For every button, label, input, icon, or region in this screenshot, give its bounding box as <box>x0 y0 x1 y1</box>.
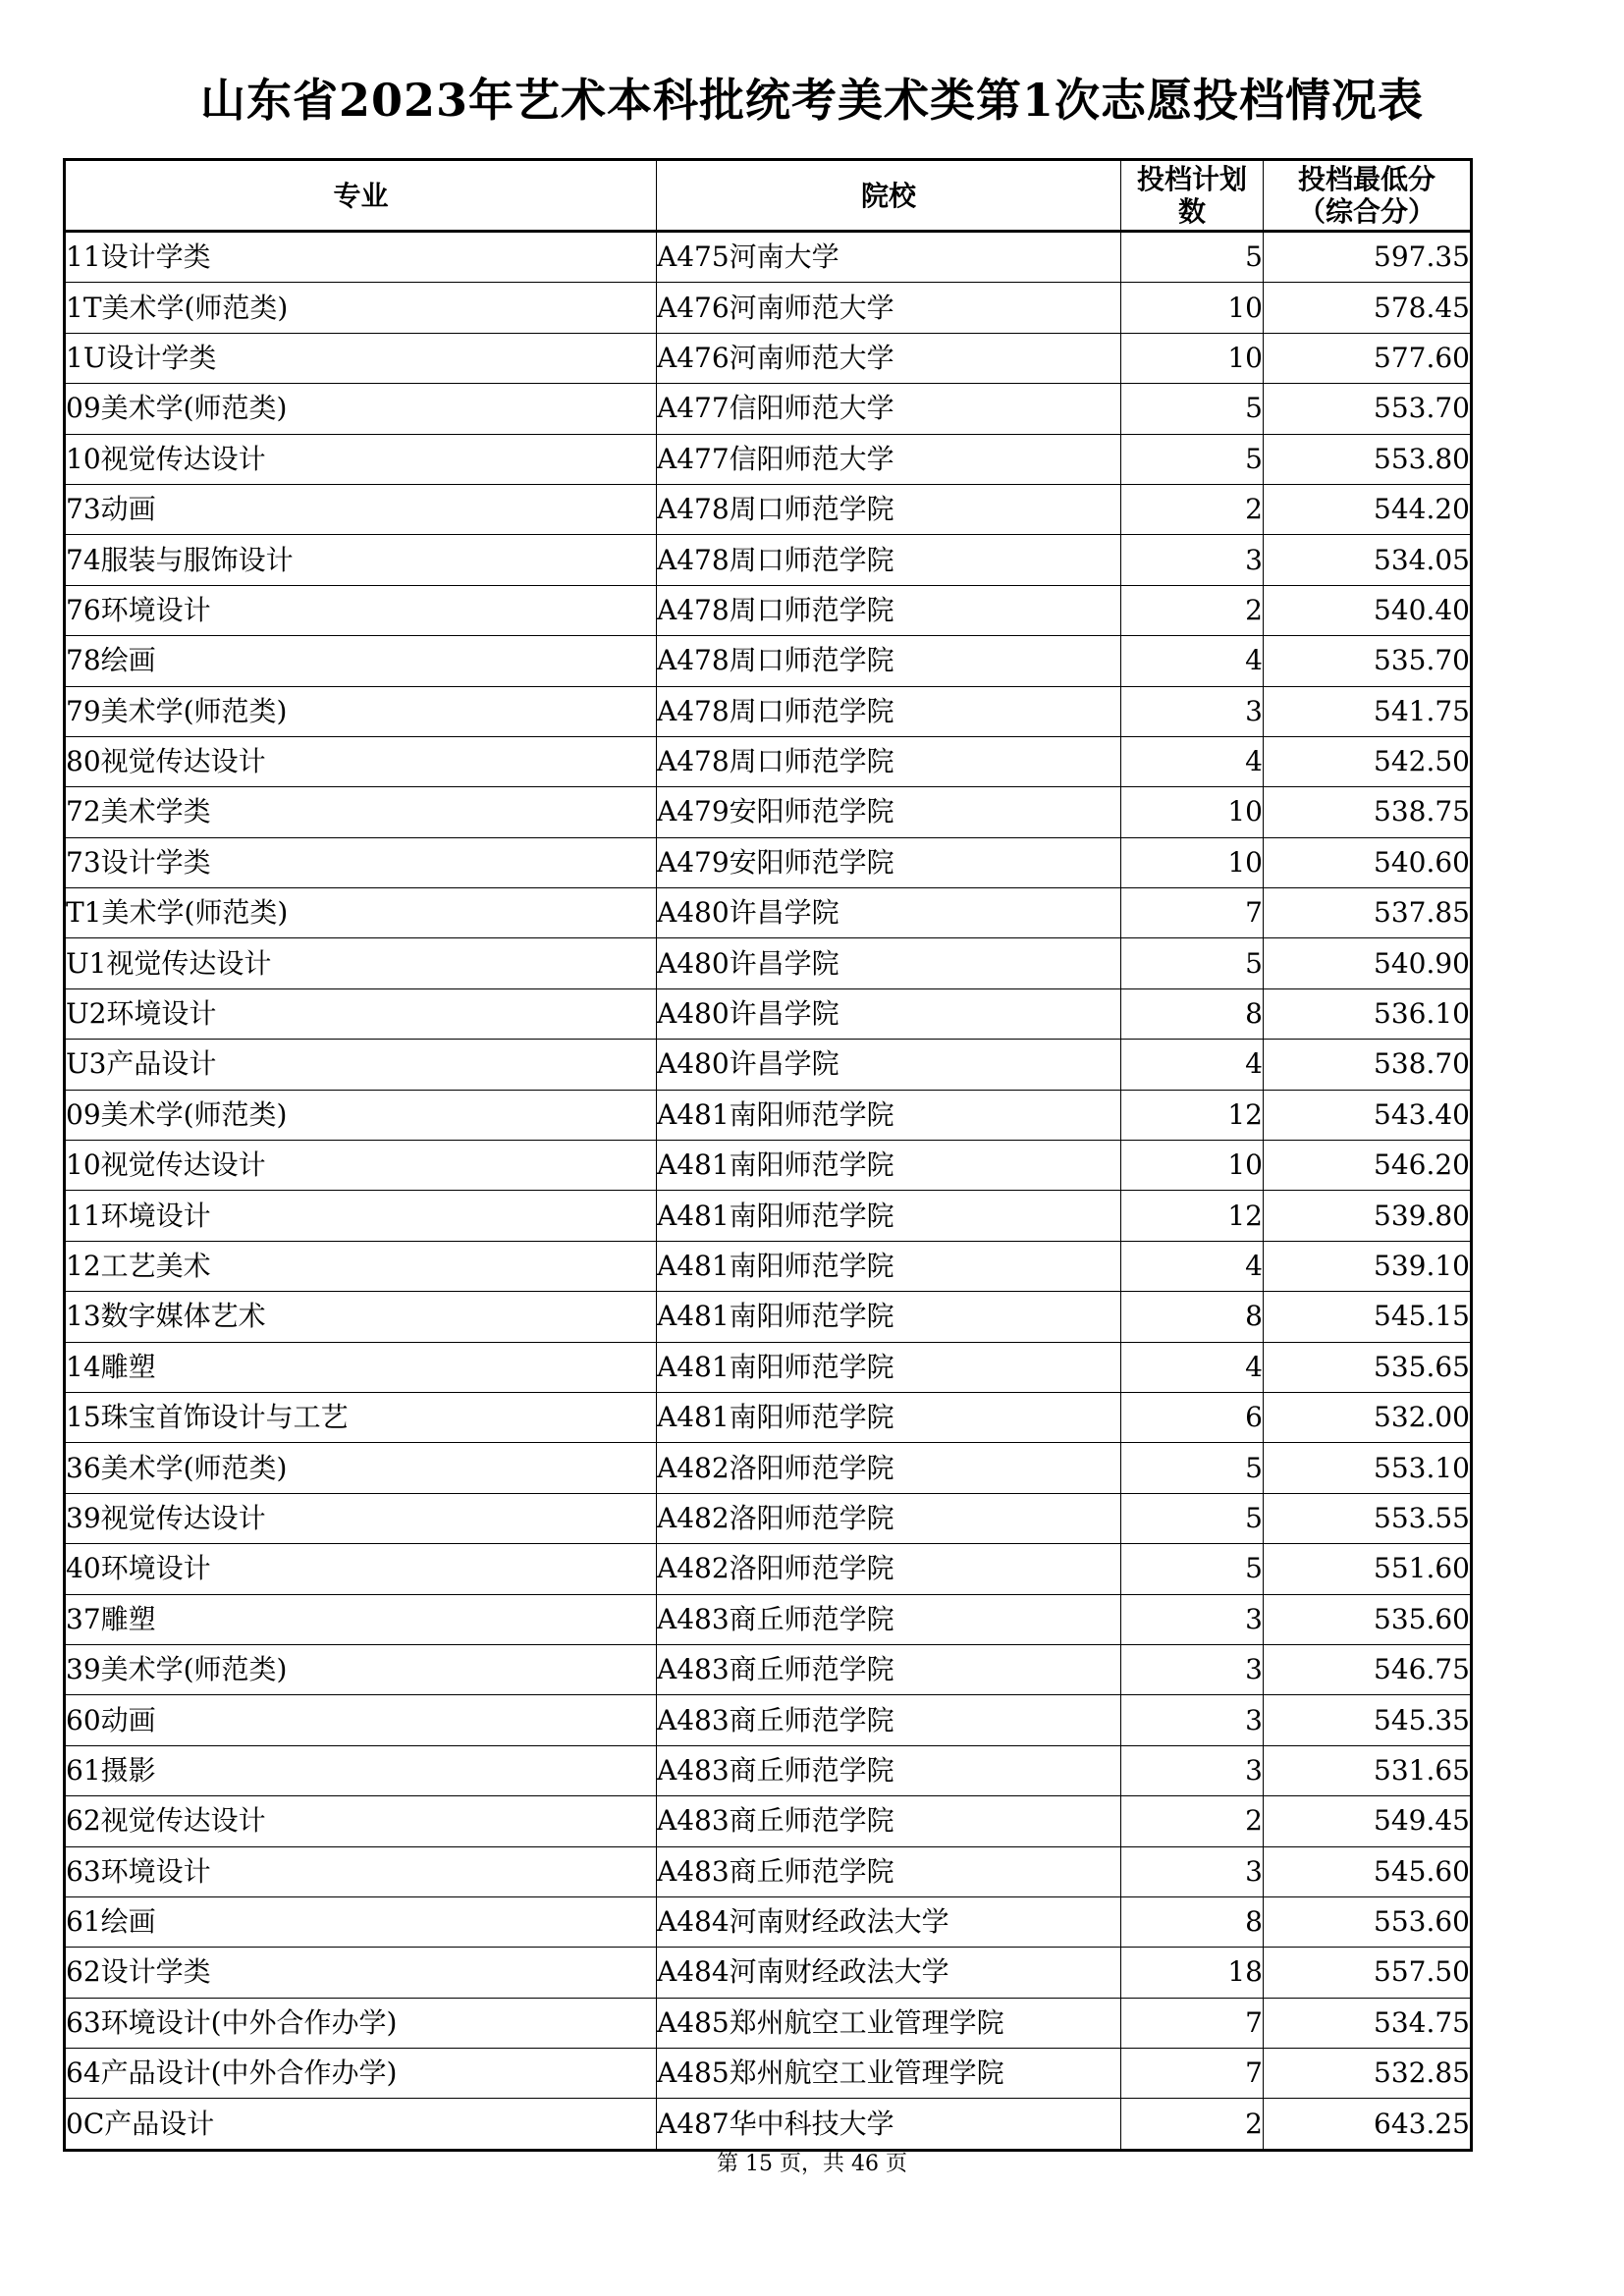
table-row <box>65 535 1472 585</box>
cell-school: A480许昌学院 <box>657 938 1121 988</box>
cell-plan: 3 <box>1121 535 1264 585</box>
cell-major: 14雕塑 <box>65 1342 657 1392</box>
table-row <box>65 1443 1472 1493</box>
cell-major: 73设计学类 <box>65 837 657 887</box>
cell-school: A484河南财经政法大学 <box>657 1948 1121 1998</box>
cell-plan: 5 <box>1121 434 1264 484</box>
table-row <box>65 1695 1472 1745</box>
table-row <box>65 2049 1472 2099</box>
cell-school: A482洛阳师范学院 <box>657 1443 1121 1493</box>
cell-school: A485郑州航空工业管理学院 <box>657 2049 1121 2099</box>
cell-school: A476河南师范大学 <box>657 283 1121 333</box>
table-row <box>65 283 1472 333</box>
cell-school: A483商丘师范学院 <box>657 1695 1121 1745</box>
table-row <box>65 1948 1472 1998</box>
cell-score: 532.85 <box>1264 2049 1472 2099</box>
table-row <box>65 1191 1472 1241</box>
cell-score: 540.60 <box>1264 837 1472 887</box>
cell-major: 11设计学类 <box>65 232 657 283</box>
table-body <box>65 232 1472 2151</box>
cell-major: 0C产品设计 <box>65 2099 657 2150</box>
cell-plan: 18 <box>1121 1948 1264 1998</box>
cell-major: 79美术学(师范类) <box>65 686 657 736</box>
cell-major: 78绘画 <box>65 636 657 686</box>
table-row <box>65 787 1472 837</box>
cell-plan: 2 <box>1121 2099 1264 2150</box>
table-row <box>65 1141 1472 1191</box>
cell-major: 09美术学(师范类) <box>65 1090 657 1140</box>
table-header <box>65 160 1472 232</box>
cell-plan: 4 <box>1121 636 1264 686</box>
table-row <box>65 1896 1472 1947</box>
cell-plan: 8 <box>1121 1292 1264 1342</box>
cell-major: 63环境设计(中外合作办学) <box>65 1998 657 2048</box>
cell-major: U1视觉传达设计 <box>65 938 657 988</box>
cell-plan: 10 <box>1121 787 1264 837</box>
cell-score: 553.60 <box>1264 1896 1472 1947</box>
cell-school: A481南阳师范学院 <box>657 1241 1121 1291</box>
cell-score: 557.50 <box>1264 1948 1472 1998</box>
header-plan <box>1121 160 1264 232</box>
table-row <box>65 686 1472 736</box>
cell-school: A484河南财经政法大学 <box>657 1896 1121 1947</box>
cell-plan: 2 <box>1121 585 1264 635</box>
cell-major: 80视觉传达设计 <box>65 736 657 786</box>
cell-school: A478周口师范学院 <box>657 736 1121 786</box>
cell-major: 74服装与服饰设计 <box>65 535 657 585</box>
cell-school: A487华中科技大学 <box>657 2099 1121 2150</box>
cell-plan: 5 <box>1121 384 1264 434</box>
cell-plan: 3 <box>1121 1695 1264 1745</box>
cell-plan: 5 <box>1121 1443 1264 1493</box>
table-row <box>65 837 1472 887</box>
cell-major: 11环境设计 <box>65 1191 657 1241</box>
cell-score: 532.00 <box>1264 1392 1472 1442</box>
cell-plan: 7 <box>1121 888 1264 938</box>
cell-school: A479安阳师范学院 <box>657 837 1121 887</box>
cell-major: 37雕塑 <box>65 1594 657 1644</box>
cell-score: 553.80 <box>1264 434 1472 484</box>
cell-school: A478周口师范学院 <box>657 484 1121 534</box>
cell-major: 62视觉传达设计 <box>65 1796 657 1846</box>
table-row <box>65 585 1472 635</box>
table-row <box>65 1090 1472 1140</box>
cell-major: 72美术学类 <box>65 787 657 837</box>
table-row <box>65 1644 1472 1694</box>
cell-score: 545.35 <box>1264 1695 1472 1745</box>
cell-major: 15珠宝首饰设计与工艺 <box>65 1392 657 1442</box>
cell-plan: 2 <box>1121 1796 1264 1846</box>
cell-plan: 6 <box>1121 1392 1264 1442</box>
cell-major: 12工艺美术 <box>65 1241 657 1291</box>
table-row <box>65 1846 1472 1896</box>
header-row <box>65 160 1472 232</box>
header-score <box>1264 160 1472 232</box>
table-row <box>65 736 1472 786</box>
header-school: 院校 <box>657 160 1121 232</box>
cell-plan: 5 <box>1121 1493 1264 1543</box>
cell-major: 36美术学(师范类) <box>65 1443 657 1493</box>
table-row <box>65 636 1472 686</box>
cell-score: 578.45 <box>1264 283 1472 333</box>
cell-plan: 7 <box>1121 1998 1264 2048</box>
cell-plan: 10 <box>1121 1141 1264 1191</box>
cell-plan: 5 <box>1121 938 1264 988</box>
cell-school: A483商丘师范学院 <box>657 1846 1121 1896</box>
cell-score: 539.10 <box>1264 1241 1472 1291</box>
table-row <box>65 1745 1472 1795</box>
cell-major: T1美术学(师范类) <box>65 888 657 938</box>
cell-plan: 10 <box>1121 283 1264 333</box>
table-row <box>65 1594 1472 1644</box>
table-row <box>65 484 1472 534</box>
cell-major: 61摄影 <box>65 1745 657 1795</box>
cell-plan: 4 <box>1121 1040 1264 1090</box>
cell-major: 1T美术学(师范类) <box>65 283 657 333</box>
cell-score: 542.50 <box>1264 736 1472 786</box>
cell-major: 60动画 <box>65 1695 657 1745</box>
table-row <box>65 888 1472 938</box>
table-row <box>65 1493 1472 1543</box>
cell-major: 13数字媒体艺术 <box>65 1292 657 1342</box>
cell-score: 541.75 <box>1264 686 1472 736</box>
cell-score: 553.55 <box>1264 1493 1472 1543</box>
cell-school: A481南阳师范学院 <box>657 1141 1121 1191</box>
cell-plan: 8 <box>1121 1896 1264 1947</box>
cell-plan: 8 <box>1121 988 1264 1039</box>
cell-score: 538.70 <box>1264 1040 1472 1090</box>
cell-score: 553.70 <box>1264 384 1472 434</box>
table-row <box>65 232 1472 283</box>
cell-score: 543.40 <box>1264 1090 1472 1140</box>
admission-table <box>63 158 1473 2152</box>
cell-school: A485郑州航空工业管理学院 <box>657 1998 1121 2048</box>
cell-plan: 3 <box>1121 1745 1264 1795</box>
cell-school: A481南阳师范学院 <box>657 1392 1121 1442</box>
cell-major: 1U设计学类 <box>65 333 657 383</box>
cell-score: 540.40 <box>1264 585 1472 635</box>
table-row <box>65 1040 1472 1090</box>
table-row <box>65 1998 1472 2048</box>
cell-school: A481南阳师范学院 <box>657 1342 1121 1392</box>
cell-major: 39视觉传达设计 <box>65 1493 657 1543</box>
cell-major: 64产品设计(中外合作办学) <box>65 2049 657 2099</box>
cell-score: 539.80 <box>1264 1191 1472 1241</box>
cell-major: 10视觉传达设计 <box>65 1141 657 1191</box>
cell-school: A481南阳师范学院 <box>657 1090 1121 1140</box>
cell-school: A477信阳师范大学 <box>657 434 1121 484</box>
cell-school: A475河南大学 <box>657 232 1121 283</box>
cell-major: 76环境设计 <box>65 585 657 635</box>
page-footer: 第 15 页，共 46 页 <box>717 2152 907 2176</box>
cell-school: A478周口师范学院 <box>657 535 1121 585</box>
cell-school: A478周口师范学院 <box>657 636 1121 686</box>
cell-major: 40环境设计 <box>65 1544 657 1594</box>
cell-plan: 5 <box>1121 232 1264 283</box>
cell-school: A476河南师范大学 <box>657 333 1121 383</box>
cell-major: 73动画 <box>65 484 657 534</box>
cell-score: 551.60 <box>1264 1544 1472 1594</box>
cell-score: 537.85 <box>1264 888 1472 938</box>
cell-major: 63环境设计 <box>65 1846 657 1896</box>
cell-major: 39美术学(师范类) <box>65 1644 657 1694</box>
cell-score: 549.45 <box>1264 1796 1472 1846</box>
cell-school: A483商丘师范学院 <box>657 1644 1121 1694</box>
table-row <box>65 333 1472 383</box>
cell-school: A483商丘师范学院 <box>657 1745 1121 1795</box>
cell-school: A483商丘师范学院 <box>657 1594 1121 1644</box>
cell-score: 531.65 <box>1264 1745 1472 1795</box>
cell-major: 10视觉传达设计 <box>65 434 657 484</box>
cell-score: 545.60 <box>1264 1846 1472 1896</box>
cell-school: A480许昌学院 <box>657 988 1121 1039</box>
header-score-line2: （综合分） <box>1297 195 1435 228</box>
cell-school: A482洛阳师范学院 <box>657 1544 1121 1594</box>
cell-major: 09美术学(师范类) <box>65 384 657 434</box>
table-row <box>65 1544 1472 1594</box>
cell-plan: 3 <box>1121 686 1264 736</box>
table-row <box>65 434 1472 484</box>
table-row <box>65 938 1472 988</box>
cell-school: A478周口师范学院 <box>657 686 1121 736</box>
cell-school: A482洛阳师范学院 <box>657 1493 1121 1543</box>
cell-score: 545.15 <box>1264 1292 1472 1342</box>
table-row <box>65 1392 1472 1442</box>
cell-school: A481南阳师范学院 <box>657 1191 1121 1241</box>
cell-score: 544.20 <box>1264 484 1472 534</box>
cell-plan: 3 <box>1121 1594 1264 1644</box>
table-row <box>65 1241 1472 1291</box>
cell-school: A483商丘师范学院 <box>657 1796 1121 1846</box>
cell-score: 577.60 <box>1264 333 1472 383</box>
table-row <box>65 384 1472 434</box>
cell-major: U2环境设计 <box>65 988 657 1039</box>
table-row <box>65 1292 1472 1342</box>
cell-plan: 4 <box>1121 1342 1264 1392</box>
cell-score: 535.65 <box>1264 1342 1472 1392</box>
cell-plan: 4 <box>1121 1241 1264 1291</box>
cell-school: A480许昌学院 <box>657 888 1121 938</box>
cell-score: 643.25 <box>1264 2099 1472 2150</box>
cell-plan: 12 <box>1121 1090 1264 1140</box>
cell-score: 534.05 <box>1264 535 1472 585</box>
cell-plan: 7 <box>1121 2049 1264 2099</box>
table-row <box>65 988 1472 1039</box>
cell-score: 538.75 <box>1264 787 1472 837</box>
header-plan-line1: 投档计划 <box>1136 163 1247 195</box>
cell-score: 534.75 <box>1264 1998 1472 2048</box>
cell-score: 535.70 <box>1264 636 1472 686</box>
table-row <box>65 1342 1472 1392</box>
cell-score: 546.75 <box>1264 1644 1472 1694</box>
cell-plan: 10 <box>1121 333 1264 383</box>
table-row <box>65 2099 1472 2150</box>
cell-major: U3产品设计 <box>65 1040 657 1090</box>
cell-major: 62设计学类 <box>65 1948 657 1998</box>
cell-score: 546.20 <box>1264 1141 1472 1191</box>
cell-score: 553.10 <box>1264 1443 1472 1493</box>
cell-score: 597.35 <box>1264 232 1472 283</box>
cell-school: A477信阳师范大学 <box>657 384 1121 434</box>
cell-plan: 12 <box>1121 1191 1264 1241</box>
cell-score: 535.60 <box>1264 1594 1472 1644</box>
cell-plan: 4 <box>1121 736 1264 786</box>
cell-school: A481南阳师范学院 <box>657 1292 1121 1342</box>
header-major: 专业 <box>65 160 657 232</box>
cell-school: A480许昌学院 <box>657 1040 1121 1090</box>
cell-plan: 3 <box>1121 1644 1264 1694</box>
cell-school: A478周口师范学院 <box>657 585 1121 635</box>
table-row <box>65 1796 1472 1846</box>
cell-major: 61绘画 <box>65 1896 657 1947</box>
cell-school: A479安阳师范学院 <box>657 787 1121 837</box>
cell-plan: 10 <box>1121 837 1264 887</box>
cell-score: 540.90 <box>1264 938 1472 988</box>
cell-plan: 5 <box>1121 1544 1264 1594</box>
cell-score: 536.10 <box>1264 988 1472 1039</box>
page-title: 山东省2023年艺术本科批统考美术类第1次志愿投档情况表 <box>199 74 1425 127</box>
header-score-line1: 投档最低分 <box>1297 163 1435 195</box>
cell-plan: 3 <box>1121 1846 1264 1896</box>
header-plan-line2: 数 <box>1177 195 1206 228</box>
cell-plan: 2 <box>1121 484 1264 534</box>
